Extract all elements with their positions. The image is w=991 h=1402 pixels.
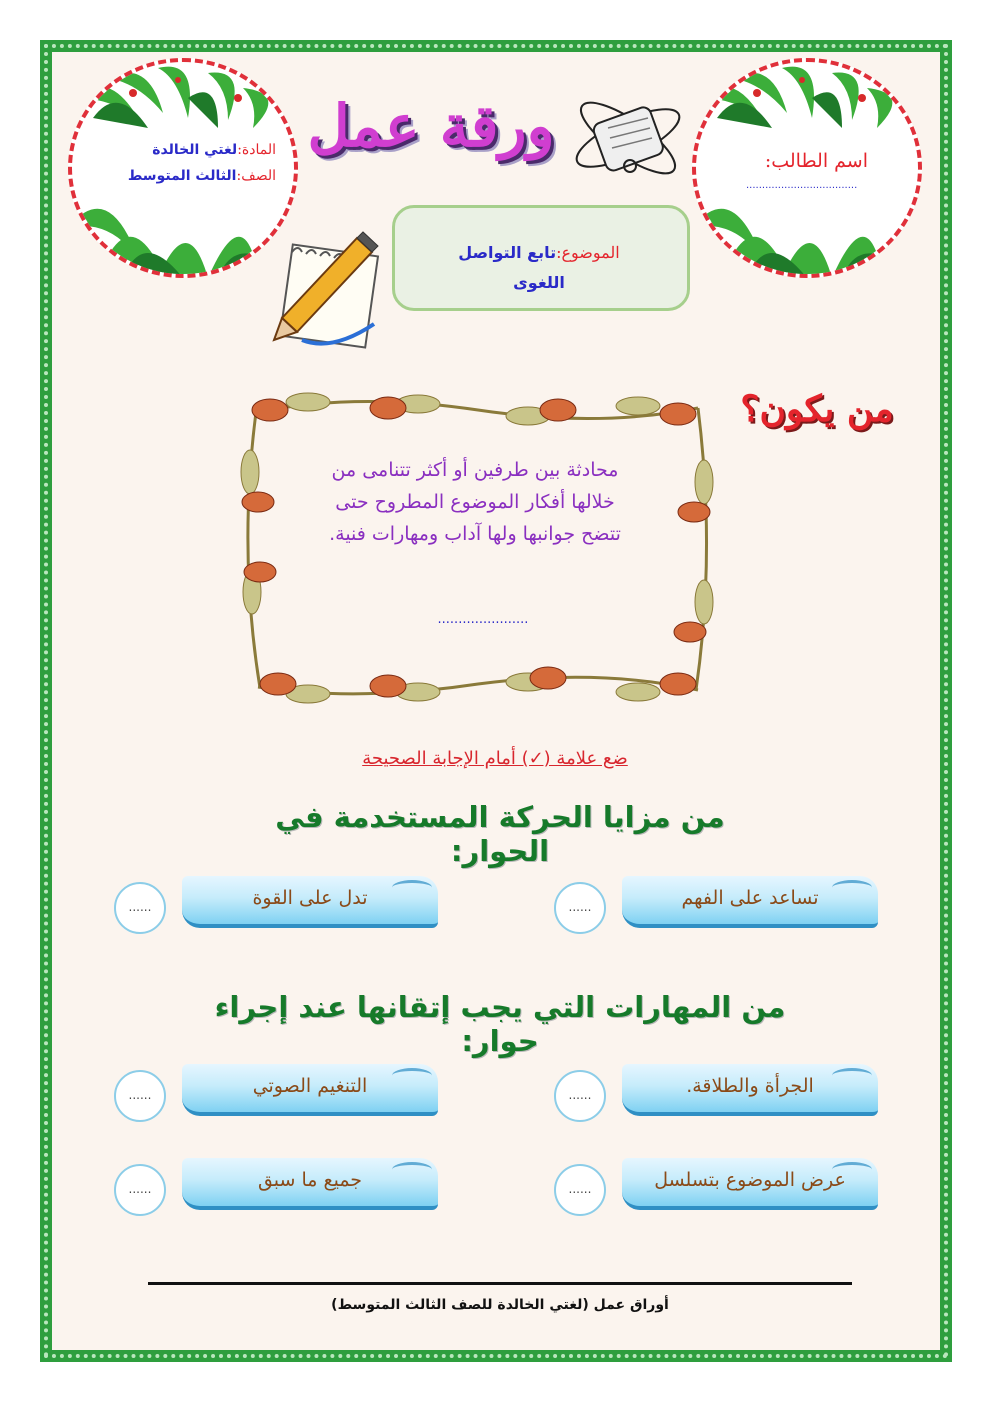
topic-label: الموضوع: [556,243,620,262]
student-circle [692,58,922,278]
footer-divider [148,1282,852,1285]
q1-option-1-answer[interactable] [554,882,606,934]
answer-placeholder: ...... [128,1182,152,1196]
topic-value: تابع التواصل اللغوى [458,243,565,292]
definition-heading: من يكون؟ [740,388,894,430]
answer-placeholder: ...... [128,1088,152,1102]
grade-label: الصف: [236,168,276,184]
subject-line [76,142,276,158]
q2-option-4-answer[interactable] [114,1164,166,1216]
grade-line [76,168,276,184]
q2-option-3[interactable] [622,1158,878,1210]
answer-placeholder: ...... [128,900,152,914]
question-1: من مزايا الحركة المستخدمة في الحوار: [275,800,725,868]
q2-option-2[interactable] [182,1064,438,1116]
answer-placeholder: ...... [568,900,592,914]
q1-option-2-answer[interactable] [114,882,166,934]
grade-value: الثالث المتوسط [127,168,237,184]
topic-line [439,238,639,298]
student-name-label: اسم الطالب: [764,150,868,172]
topic-box [392,205,690,311]
footer-text: أوراق عمل (لغتي الخالدة للصف الثالث المتوسط) [331,1297,669,1313]
q2-option-2-answer[interactable] [114,1070,166,1122]
q2-option-3-answer[interactable] [554,1164,606,1216]
q1-option-1[interactable] [622,876,878,928]
scroll-atom-icon [568,88,688,188]
answer-placeholder: ...... [568,1088,592,1102]
q2-option-4-label: جميع ما سبق [257,1169,363,1191]
q2-option-3-label: عرض الموضوع بتسلسل [654,1169,846,1191]
student-name-blank[interactable]: ................................... [746,180,858,191]
q1-option-1-label: تساعد على الفهم [681,887,819,909]
subject-value: لغتي الخالدة [152,142,238,158]
q2-option-1-label: الجرأة والطلاقة. [686,1075,814,1097]
instruction-text: ضع علامة (✓) أمام الإجابة الصحيحة [362,748,628,769]
page-title: ورقة عمل [307,92,555,160]
q2-option-4[interactable] [182,1158,438,1210]
q1-option-2[interactable] [182,876,438,928]
q1-option-2-label: تدل على القوة [252,887,368,909]
answer-placeholder: ...... [568,1182,592,1196]
q2-option-1[interactable] [622,1064,878,1116]
notebook-pencil-icon [262,228,392,356]
question-2: من المهارات التي يجب إتقانها عند إجراء حوار: [214,990,786,1058]
q2-option-1-answer[interactable] [554,1070,606,1122]
q2-option-2-label: التنغيم الصوتي [252,1075,368,1097]
definition-text: محادثة بين طرفين أو أكثر تتنامى من خلالها أفكار الموضوع المطروح حتى تتضح جوانبها ولها آداب ومهارات فنية. [329,459,621,545]
subject-label: المادة: [237,142,276,158]
definition-answer-blank[interactable]: ...................... [437,612,529,627]
